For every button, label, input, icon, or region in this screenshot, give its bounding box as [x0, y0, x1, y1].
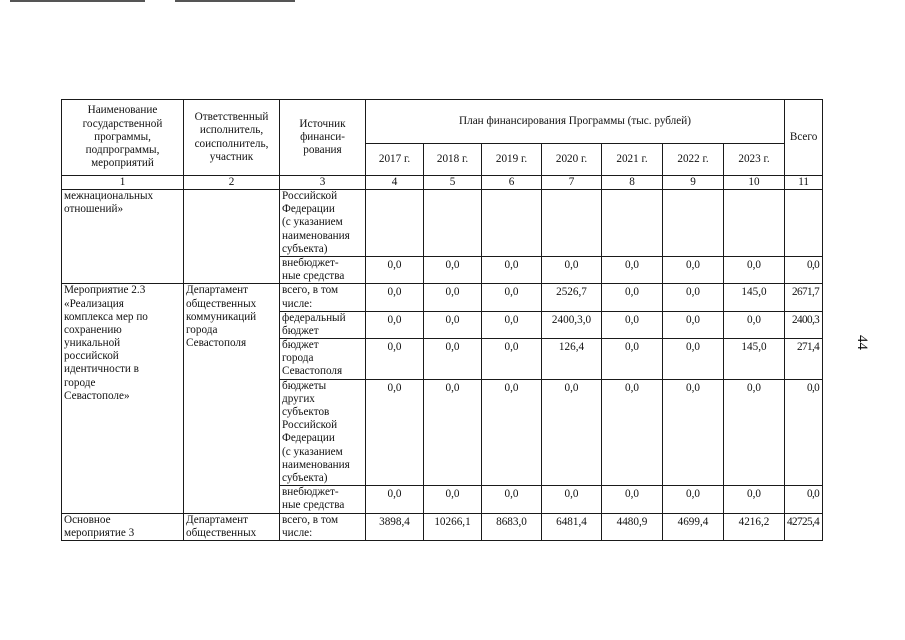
- funding-source-cell: [280, 339, 366, 380]
- header-total: Всего: [785, 100, 823, 176]
- funding-source-cell: [280, 486, 366, 513]
- funding-source-cell-line: всего, в том: [282, 284, 339, 297]
- funding-source-cell: [280, 284, 366, 311]
- value-cell: 0,0: [366, 486, 424, 513]
- funding-source-cell-line: наименования: [282, 458, 350, 471]
- table-row: [62, 190, 823, 257]
- column-number: 9: [663, 176, 724, 190]
- value-cell: 6481,4: [542, 513, 602, 540]
- activity-name-cell-line: российской: [64, 350, 119, 363]
- value-cell: 0,0: [424, 256, 482, 283]
- column-number: 5: [424, 176, 482, 190]
- value-cell: 0,0: [366, 256, 424, 283]
- value-cell: 0,0: [724, 379, 785, 486]
- activity-name-cell: [62, 284, 184, 513]
- value-cell: 0,0: [663, 256, 724, 283]
- funding-source-cell-line: Севастополя: [282, 365, 343, 378]
- header-name: Наименование государственной программы, подпрограммы, мероприятий: [62, 100, 184, 176]
- funding-source-cell-line: Российской: [282, 419, 338, 432]
- value-cell: 126,4: [542, 339, 602, 380]
- header-year: 2023 г.: [724, 144, 785, 176]
- total-cell: 42725,4: [785, 513, 823, 540]
- funding-source-cell-line: бюджет: [282, 339, 319, 352]
- executor-cell-line: коммуникаций: [186, 310, 257, 323]
- funding-source-cell-line: ные средства: [282, 499, 345, 512]
- value-cell: 0,0: [663, 379, 724, 486]
- funding-source-cell-line: города: [282, 352, 314, 365]
- value-cell: 0,0: [724, 311, 785, 338]
- total-cell: 0,0: [785, 486, 823, 513]
- executor-cell: [184, 190, 280, 284]
- column-number: 7: [542, 176, 602, 190]
- executor-cell-line: Севастополя: [186, 337, 247, 350]
- funding-source-cell-line: (с указанием: [282, 216, 343, 229]
- funding-source-cell-line: ные средства: [282, 270, 345, 283]
- funding-source-cell-line: субъекта): [282, 242, 328, 255]
- funding-source-cell-line: Федерации: [282, 203, 335, 216]
- total-cell: [785, 190, 823, 257]
- funding-source-cell-line: внебюджет-: [282, 256, 339, 269]
- header-year: 2017 г.: [366, 144, 424, 176]
- total-cell: 2671,7: [785, 284, 823, 311]
- funding-source-cell-line: других: [282, 392, 315, 405]
- value-cell: [542, 190, 602, 257]
- funding-source-cell-line: Федерации: [282, 432, 335, 445]
- value-cell: 10266,1: [424, 513, 482, 540]
- activity-name-cell-line: сохранению: [64, 323, 122, 336]
- value-cell: 4480,9: [602, 513, 663, 540]
- funding-source-cell-line: Российской: [282, 190, 338, 202]
- value-cell: 0,0: [542, 379, 602, 486]
- page-number: 44: [854, 335, 870, 350]
- activity-name-cell-line: комплекса мер по: [64, 310, 148, 323]
- value-cell: 0,0: [663, 339, 724, 380]
- funding-source-cell: [280, 190, 366, 257]
- activity-name-cell-line: межнациональных: [64, 190, 154, 202]
- funding-source-cell-line: наименования: [282, 229, 350, 242]
- funding-source-cell-line: числе:: [282, 297, 313, 310]
- value-cell: 145,0: [724, 339, 785, 380]
- activity-name-cell-line: мероприятие 3: [64, 526, 135, 539]
- table-row: [62, 284, 823, 311]
- funding-source-cell: [280, 256, 366, 283]
- column-number: 4: [366, 176, 424, 190]
- value-cell: 0,0: [424, 486, 482, 513]
- executor-cell-line: Департамент: [186, 513, 249, 526]
- total-cell: 2400,3: [785, 311, 823, 338]
- activity-name-cell-line: городе: [64, 376, 96, 389]
- value-cell: 0,0: [366, 311, 424, 338]
- activity-name-cell: [62, 513, 184, 540]
- executor-cell-line: Департамент: [186, 284, 249, 297]
- value-cell: [482, 190, 542, 257]
- executor-cell-line: общественных: [186, 526, 257, 539]
- activity-name-cell-line: «Реализация: [64, 297, 124, 310]
- value-cell: 2526,7: [542, 284, 602, 311]
- value-cell: 0,0: [724, 486, 785, 513]
- activity-name-cell-line: уникальной: [64, 337, 121, 350]
- table-row: [62, 513, 823, 540]
- value-cell: 4699,4: [663, 513, 724, 540]
- column-number: 6: [482, 176, 542, 190]
- value-cell: 0,0: [366, 379, 424, 486]
- value-cell: 0,0: [602, 284, 663, 311]
- funding-source-cell-line: субъекта): [282, 471, 328, 484]
- value-cell: 0,0: [663, 311, 724, 338]
- header-year: 2019 г.: [482, 144, 542, 176]
- header-year: 2022 г.: [663, 144, 724, 176]
- activity-name-cell-line: Севастополе»: [64, 389, 130, 402]
- value-cell: 0,0: [602, 256, 663, 283]
- value-cell: 0,0: [482, 379, 542, 486]
- value-cell: 0,0: [424, 284, 482, 311]
- value-cell: 0,0: [482, 311, 542, 338]
- column-number: 8: [602, 176, 663, 190]
- executor-cell-line: города: [186, 323, 218, 336]
- funding-source-cell-line: федеральный: [282, 311, 346, 324]
- value-cell: 0,0: [724, 256, 785, 283]
- funding-source-cell-line: (с указанием: [282, 445, 343, 458]
- funding-source-cell-line: бюджет: [282, 324, 319, 337]
- activity-name-cell-line: отношений»: [64, 203, 124, 216]
- value-cell: 0,0: [602, 339, 663, 380]
- column-number: 2: [184, 176, 280, 190]
- funding-source-cell: [280, 513, 366, 540]
- activity-name-cell: [62, 190, 184, 284]
- value-cell: 0,0: [602, 486, 663, 513]
- value-cell: 8683,0: [482, 513, 542, 540]
- funding-source-cell-line: субъектов: [282, 406, 330, 418]
- value-cell: 0,0: [366, 339, 424, 380]
- header-source: Источник финанси-рования: [280, 100, 366, 176]
- value-cell: 0,0: [482, 339, 542, 380]
- funding-source-cell-line: числе:: [282, 526, 313, 539]
- top-rule-right: [175, 0, 295, 2]
- value-cell: 0,0: [602, 379, 663, 486]
- value-cell: [366, 190, 424, 257]
- funding-source-cell-line: внебюджет-: [282, 486, 339, 499]
- funding-source-cell-line: всего, в том: [282, 513, 339, 526]
- value-cell: 0,0: [424, 339, 482, 380]
- value-cell: 0,0: [482, 486, 542, 513]
- executor-cell: [184, 513, 280, 540]
- column-number: 11: [785, 176, 823, 190]
- value-cell: 0,0: [602, 311, 663, 338]
- activity-name-cell-line: Основное: [64, 513, 111, 526]
- column-number: 10: [724, 176, 785, 190]
- value-cell: [724, 190, 785, 257]
- column-number: 1: [62, 176, 184, 190]
- value-cell: [424, 190, 482, 257]
- value-cell: 0,0: [424, 379, 482, 486]
- funding-source-cell-line: бюджеты: [282, 379, 327, 392]
- value-cell: 0,0: [366, 284, 424, 311]
- total-cell: 0,0: [785, 379, 823, 486]
- value-cell: 0,0: [663, 284, 724, 311]
- total-cell: 0,0: [785, 256, 823, 283]
- funding-source-cell: [280, 379, 366, 486]
- header-year: 2020 г.: [542, 144, 602, 176]
- activity-name-cell-line: Мероприятие 2.3: [64, 284, 146, 297]
- activity-name-cell-line: идентичности в: [64, 363, 139, 376]
- header-year: 2018 г.: [424, 144, 482, 176]
- value-cell: 0,0: [542, 486, 602, 513]
- header-executor: Ответственный исполнитель, соисполнитель, участник: [184, 100, 280, 176]
- value-cell: [663, 190, 724, 257]
- value-cell: 145,0: [724, 284, 785, 311]
- value-cell: [602, 190, 663, 257]
- funding-source-cell: [280, 311, 366, 338]
- value-cell: 4216,2: [724, 513, 785, 540]
- value-cell: 0,0: [424, 311, 482, 338]
- financing-table: [61, 99, 823, 541]
- column-number: 3: [280, 176, 366, 190]
- value-cell: 0,0: [482, 284, 542, 311]
- value-cell: 2400,3,0: [542, 311, 602, 338]
- executor-cell-line: общественных: [186, 297, 257, 310]
- header-year: 2021 г.: [602, 144, 663, 176]
- value-cell: 0,0: [663, 486, 724, 513]
- executor-cell: [184, 284, 280, 513]
- value-cell: 0,0: [482, 256, 542, 283]
- value-cell: 0,0: [542, 256, 602, 283]
- top-rule-left: [10, 0, 145, 2]
- value-cell: 3898,4: [366, 513, 424, 540]
- total-cell: 271,4: [785, 339, 823, 380]
- header-plan: План финансирования Программы (тыс. рублей): [366, 100, 785, 144]
